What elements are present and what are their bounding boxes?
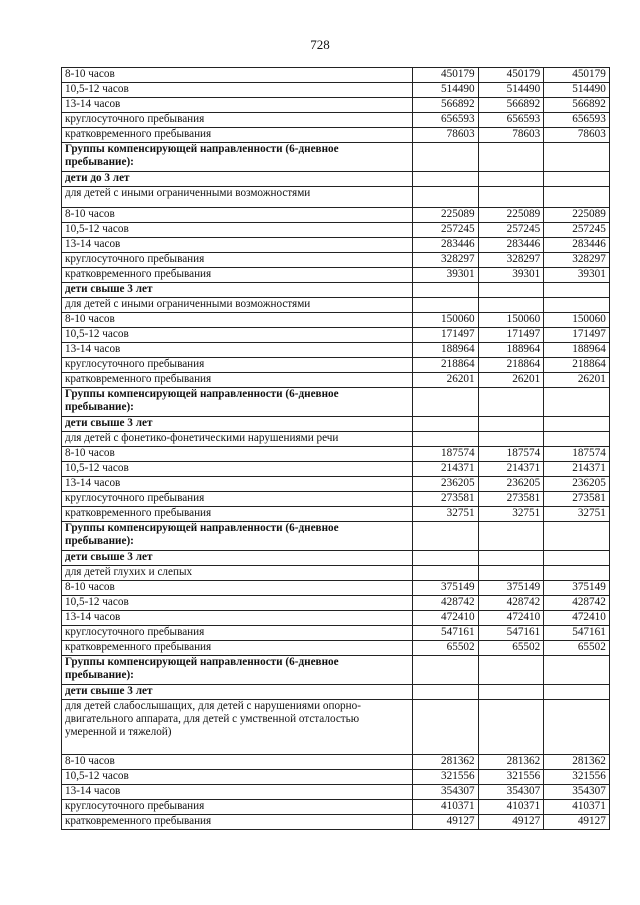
row-value-2: [478, 283, 544, 298]
row-value-1: 78603: [413, 128, 479, 143]
row-label: 13-14 часов: [62, 477, 413, 492]
table-row: [62, 268, 610, 283]
row-label: кратковременного пребывания: [62, 507, 413, 522]
row-value-3: 283446: [544, 238, 610, 253]
row-value-3: 375149: [544, 581, 610, 596]
row-value-3: [544, 685, 610, 700]
row-value-2: 283446: [478, 238, 544, 253]
row-value-2: 32751: [478, 507, 544, 522]
row-value-2: 328297: [478, 253, 544, 268]
row-value-1: 187574: [413, 447, 479, 462]
row-value-1: [413, 298, 479, 313]
row-label: 13-14 часов: [62, 785, 413, 800]
row-value-3: 188964: [544, 343, 610, 358]
row-value-3: 321556: [544, 770, 610, 785]
row-label: кратковременного пребывания: [62, 128, 413, 143]
table-row: [62, 477, 610, 492]
row-value-3: 328297: [544, 253, 610, 268]
row-value-2: 514490: [478, 83, 544, 98]
table-row: [62, 626, 610, 641]
row-value-2: 214371: [478, 462, 544, 477]
table-row: [62, 98, 610, 113]
row-value-2: 656593: [478, 113, 544, 128]
row-value-1: 375149: [413, 581, 479, 596]
row-value-1: 428742: [413, 596, 479, 611]
row-value-2: 65502: [478, 641, 544, 656]
row-value-1: 410371: [413, 800, 479, 815]
row-value-2: [478, 417, 544, 432]
table-row: [62, 68, 610, 83]
table-row: [62, 253, 610, 268]
row-label: 10,5-12 часов: [62, 83, 413, 98]
row-value-1: [413, 432, 479, 447]
page-number: 728: [310, 37, 330, 52]
row-value-2: [478, 143, 544, 172]
row-value-1: [413, 417, 479, 432]
table-row: [62, 700, 610, 755]
row-value-1: 281362: [413, 755, 479, 770]
table-row: [62, 172, 610, 187]
row-value-2: 49127: [478, 815, 544, 830]
row-value-2: 236205: [478, 477, 544, 492]
row-value-1: [413, 388, 479, 417]
row-value-3: 656593: [544, 113, 610, 128]
row-value-2: 218864: [478, 358, 544, 373]
row-value-3: [544, 700, 610, 755]
row-value-2: 354307: [478, 785, 544, 800]
row-value-2: 26201: [478, 373, 544, 388]
row-value-2: [478, 551, 544, 566]
table-row: [62, 596, 610, 611]
row-value-2: 273581: [478, 492, 544, 507]
row-value-3: 187574: [544, 447, 610, 462]
row-label: 10,5-12 часов: [62, 770, 413, 785]
row-label: для детей с фонетико-фонетическими нарушениями речи: [62, 432, 413, 447]
row-label: 13-14 часов: [62, 611, 413, 626]
row-label: 8-10 часов: [62, 581, 413, 596]
row-value-1: [413, 566, 479, 581]
table-row: [62, 447, 610, 462]
row-label: круглосуточного пребывания: [62, 253, 413, 268]
row-value-1: 321556: [413, 770, 479, 785]
row-value-3: [544, 187, 610, 208]
row-label: 10,5-12 часов: [62, 596, 413, 611]
row-value-1: 26201: [413, 373, 479, 388]
table-row: [62, 581, 610, 596]
row-label: круглосуточного пребывания: [62, 800, 413, 815]
row-value-3: 472410: [544, 611, 610, 626]
row-value-1: [413, 187, 479, 208]
table-row: [62, 298, 610, 313]
row-label: 8-10 часов: [62, 208, 413, 223]
row-value-1: [413, 283, 479, 298]
table-row: [62, 388, 610, 417]
table-row: [62, 373, 610, 388]
row-value-1: 328297: [413, 253, 479, 268]
row-label: круглосуточного пребывания: [62, 492, 413, 507]
table-row: [62, 432, 610, 447]
row-label: кратковременного пребывания: [62, 641, 413, 656]
row-value-3: 273581: [544, 492, 610, 507]
table-row: [62, 611, 610, 626]
row-value-3: [544, 283, 610, 298]
row-value-3: 39301: [544, 268, 610, 283]
row-value-3: [544, 551, 610, 566]
row-value-1: 273581: [413, 492, 479, 507]
row-label: дети до 3 лет: [62, 172, 413, 187]
row-value-3: [544, 388, 610, 417]
row-value-1: [413, 143, 479, 172]
table-row: [62, 462, 610, 477]
row-label: дети свыше 3 лет: [62, 283, 413, 298]
row-value-2: 225089: [478, 208, 544, 223]
row-label: круглосуточного пребывания: [62, 626, 413, 641]
row-value-1: 547161: [413, 626, 479, 641]
row-value-1: 65502: [413, 641, 479, 656]
row-value-1: 283446: [413, 238, 479, 253]
row-value-2: 171497: [478, 328, 544, 343]
table-row: [62, 128, 610, 143]
row-value-2: 257245: [478, 223, 544, 238]
row-label: круглосуточного пребывания: [62, 358, 413, 373]
row-value-1: 49127: [413, 815, 479, 830]
table-row: [62, 507, 610, 522]
row-value-1: [413, 685, 479, 700]
row-label: 10,5-12 часов: [62, 223, 413, 238]
table-row: [62, 755, 610, 770]
row-value-2: [478, 700, 544, 755]
row-value-1: [413, 656, 479, 685]
row-value-3: 32751: [544, 507, 610, 522]
row-value-3: 236205: [544, 477, 610, 492]
row-value-2: [478, 172, 544, 187]
row-value-2: [478, 432, 544, 447]
row-value-3: 49127: [544, 815, 610, 830]
row-value-1: 257245: [413, 223, 479, 238]
tariff-table-body: [62, 68, 610, 830]
row-value-1: 214371: [413, 462, 479, 477]
table-row: [62, 208, 610, 223]
row-label: Группы компенсирующей направленности (6-дневное пребывание):: [62, 388, 413, 417]
table-row: [62, 187, 610, 208]
row-value-3: [544, 522, 610, 551]
row-value-3: 78603: [544, 128, 610, 143]
row-value-2: [478, 298, 544, 313]
row-value-3: [544, 417, 610, 432]
row-value-3: [544, 143, 610, 172]
row-value-1: [413, 700, 479, 755]
table-row: [62, 343, 610, 358]
row-label: для детей слабослышащих, для детей с нарушениями опорно-двигательного аппарата, для детей с умственной отсталостью умеренной и тяжелой): [62, 700, 413, 755]
row-value-1: [413, 522, 479, 551]
table-row: [62, 313, 610, 328]
table-row: [62, 113, 610, 128]
table-row: [62, 238, 610, 253]
row-value-3: [544, 656, 610, 685]
table-row: [62, 551, 610, 566]
row-value-3: 354307: [544, 785, 610, 800]
row-label: 13-14 часов: [62, 98, 413, 113]
row-value-1: 188964: [413, 343, 479, 358]
row-value-1: 39301: [413, 268, 479, 283]
row-value-3: 218864: [544, 358, 610, 373]
row-label: для детей с иными ограниченными возможностями: [62, 298, 413, 313]
row-value-2: 472410: [478, 611, 544, 626]
row-value-1: [413, 172, 479, 187]
row-value-2: 39301: [478, 268, 544, 283]
row-value-3: 450179: [544, 68, 610, 83]
table-row: [62, 223, 610, 238]
row-label: кратковременного пребывания: [62, 815, 413, 830]
row-label: 8-10 часов: [62, 313, 413, 328]
row-value-2: 78603: [478, 128, 544, 143]
table-row: [62, 815, 610, 830]
table-row: [62, 522, 610, 551]
row-value-3: 26201: [544, 373, 610, 388]
row-value-2: [478, 187, 544, 208]
row-value-1: 472410: [413, 611, 479, 626]
row-value-2: 150060: [478, 313, 544, 328]
row-label: 13-14 часов: [62, 238, 413, 253]
row-value-3: [544, 172, 610, 187]
row-value-1: 150060: [413, 313, 479, 328]
row-value-2: 566892: [478, 98, 544, 113]
row-label: 10,5-12 часов: [62, 328, 413, 343]
row-value-3: 410371: [544, 800, 610, 815]
row-value-2: 410371: [478, 800, 544, 815]
table-row: [62, 785, 610, 800]
row-label: дети свыше 3 лет: [62, 551, 413, 566]
table-row: [62, 566, 610, 581]
row-value-2: 428742: [478, 596, 544, 611]
row-value-1: 656593: [413, 113, 479, 128]
table-row: [62, 358, 610, 373]
row-label: дети свыше 3 лет: [62, 417, 413, 432]
row-value-3: [544, 298, 610, 313]
row-value-3: [544, 566, 610, 581]
row-value-3: 257245: [544, 223, 610, 238]
row-label: 8-10 часов: [62, 755, 413, 770]
row-value-3: 214371: [544, 462, 610, 477]
row-value-1: 354307: [413, 785, 479, 800]
row-value-3: 225089: [544, 208, 610, 223]
row-value-3: [544, 432, 610, 447]
row-value-2: [478, 656, 544, 685]
table-row: [62, 328, 610, 343]
row-value-1: 171497: [413, 328, 479, 343]
row-value-2: 187574: [478, 447, 544, 462]
row-value-2: [478, 522, 544, 551]
row-value-1: 236205: [413, 477, 479, 492]
row-label: кратковременного пребывания: [62, 373, 413, 388]
row-label: 8-10 часов: [62, 447, 413, 462]
row-value-2: 321556: [478, 770, 544, 785]
table-row: [62, 492, 610, 507]
row-value-1: 566892: [413, 98, 479, 113]
row-value-3: 171497: [544, 328, 610, 343]
table-row: [62, 641, 610, 656]
row-label: Группы компенсирующей направленности (6-дневное пребывание):: [62, 656, 413, 685]
row-label: для детей с иными ограниченными возможностями: [62, 187, 413, 208]
row-label: 13-14 часов: [62, 343, 413, 358]
table-row: [62, 770, 610, 785]
row-value-1: 514490: [413, 83, 479, 98]
row-value-3: 428742: [544, 596, 610, 611]
row-value-2: 188964: [478, 343, 544, 358]
row-label: Группы компенсирующей направленности (6-дневное пребывание):: [62, 143, 413, 172]
row-value-3: 514490: [544, 83, 610, 98]
row-label: Группы компенсирующей направленности (6-дневное пребывание):: [62, 522, 413, 551]
table-row: [62, 143, 610, 172]
row-value-3: 281362: [544, 755, 610, 770]
tariff-table: [61, 67, 610, 830]
row-value-1: [413, 551, 479, 566]
row-value-1: 218864: [413, 358, 479, 373]
row-value-2: 450179: [478, 68, 544, 83]
row-value-1: 32751: [413, 507, 479, 522]
row-value-2: 375149: [478, 581, 544, 596]
row-value-3: 65502: [544, 641, 610, 656]
row-value-2: [478, 388, 544, 417]
row-value-3: 150060: [544, 313, 610, 328]
table-row: [62, 417, 610, 432]
row-label: круглосуточного пребывания: [62, 113, 413, 128]
row-value-2: [478, 566, 544, 581]
table-row: [62, 800, 610, 815]
row-label: 10,5-12 часов: [62, 462, 413, 477]
row-value-1: 450179: [413, 68, 479, 83]
row-value-2: [478, 685, 544, 700]
table-row: [62, 685, 610, 700]
table-row: [62, 656, 610, 685]
row-label: 8-10 часов: [62, 68, 413, 83]
row-value-1: 225089: [413, 208, 479, 223]
row-value-2: 281362: [478, 755, 544, 770]
table-row: [62, 283, 610, 298]
row-label: кратковременного пребывания: [62, 268, 413, 283]
row-value-3: 547161: [544, 626, 610, 641]
row-label: для детей глухих и слепых: [62, 566, 413, 581]
row-value-3: 566892: [544, 98, 610, 113]
row-value-2: 547161: [478, 626, 544, 641]
table-row: [62, 83, 610, 98]
row-label: дети свыше 3 лет: [62, 685, 413, 700]
